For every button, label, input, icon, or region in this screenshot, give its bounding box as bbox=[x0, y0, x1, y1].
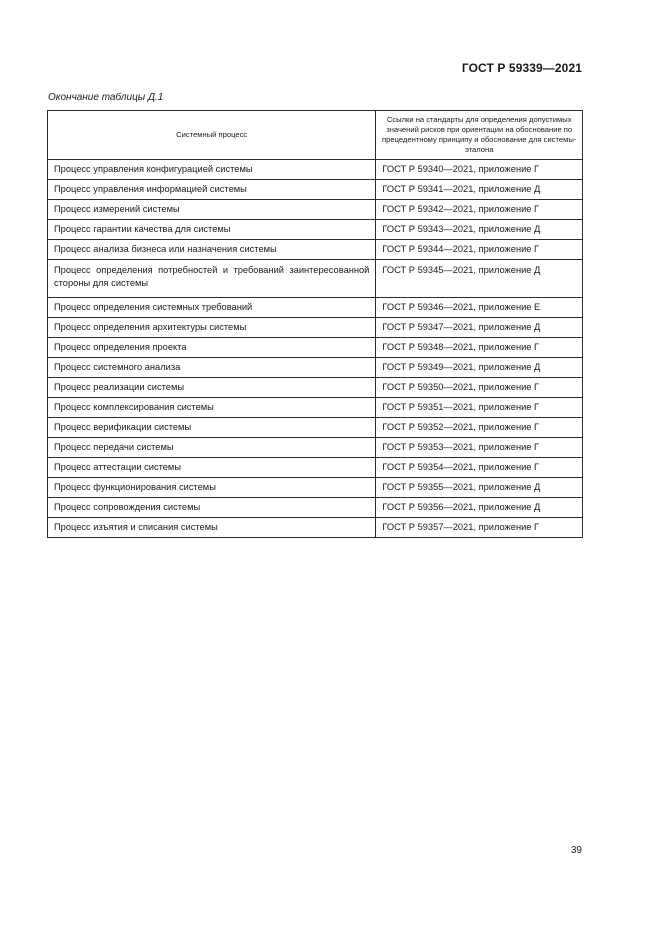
process-cell: Процесс сопровождения системы bbox=[48, 498, 376, 518]
process-cell: Процесс передачи системы bbox=[48, 438, 376, 458]
table-row bbox=[48, 398, 583, 418]
process-cell: Процесс управления конфигурацией системы bbox=[48, 160, 376, 180]
table-caption: Окончание таблицы Д.1 bbox=[48, 92, 164, 103]
table-row bbox=[48, 338, 583, 358]
table-row bbox=[48, 318, 583, 338]
table-row bbox=[48, 358, 583, 378]
table-row bbox=[48, 220, 583, 240]
process-cell: Процесс определения системных требований bbox=[48, 298, 376, 318]
reference-cell: ГОСТ Р 59355—2021, приложение Д bbox=[376, 478, 583, 498]
reference-cell: ГОСТ Р 59353—2021, приложение Г bbox=[376, 438, 583, 458]
column-header-process: Системный процесс bbox=[48, 111, 376, 160]
process-cell: Процесс комплексирования системы bbox=[48, 398, 376, 418]
table-row bbox=[48, 418, 583, 438]
process-cell: Процесс измерений системы bbox=[48, 200, 376, 220]
reference-cell: ГОСТ Р 59351—2021, приложение Г bbox=[376, 398, 583, 418]
reference-cell: ГОСТ Р 59343—2021, приложение Д bbox=[376, 220, 583, 240]
process-cell: Процесс системного анализа bbox=[48, 358, 376, 378]
process-cell: Процесс реализации системы bbox=[48, 378, 376, 398]
process-cell: Процесс определения потребностей и требований заинтересованной стороны для системы bbox=[48, 260, 376, 298]
table-row bbox=[48, 478, 583, 498]
reference-cell: ГОСТ Р 59352—2021, приложение Г bbox=[376, 418, 583, 438]
process-cell: Процесс гарантии качества для системы bbox=[48, 220, 376, 240]
reference-cell: ГОСТ Р 59346—2021, приложение Е bbox=[376, 298, 583, 318]
table-header-row bbox=[48, 111, 583, 160]
reference-cell: ГОСТ Р 59342—2021, приложение Г bbox=[376, 200, 583, 220]
table-row bbox=[48, 180, 583, 200]
table-row bbox=[48, 240, 583, 260]
reference-cell: ГОСТ Р 59357—2021, приложение Г bbox=[376, 518, 583, 538]
reference-cell: ГОСТ Р 59341—2021, приложение Д bbox=[376, 180, 583, 200]
table-row bbox=[48, 438, 583, 458]
page-number: 39 bbox=[570, 845, 582, 856]
reference-cell: ГОСТ Р 59349—2021, приложение Д bbox=[376, 358, 583, 378]
process-cell: Процесс аттестации системы bbox=[48, 458, 376, 478]
process-cell: Процесс функционирования системы bbox=[48, 478, 376, 498]
process-cell: Процесс определения архитектуры системы bbox=[48, 318, 376, 338]
process-cell: Процесс управления информацией системы bbox=[48, 180, 376, 200]
processes-table bbox=[47, 110, 583, 538]
reference-cell: ГОСТ Р 59344—2021, приложение Г bbox=[376, 240, 583, 260]
document-header: ГОСТ Р 59339—2021 bbox=[461, 61, 582, 75]
table-row bbox=[48, 458, 583, 478]
table-row bbox=[48, 518, 583, 538]
table-row bbox=[48, 378, 583, 398]
reference-cell: ГОСТ Р 59356—2021, приложение Д bbox=[376, 498, 583, 518]
table-row bbox=[48, 498, 583, 518]
reference-cell: ГОСТ Р 59348—2021, приложение Г bbox=[376, 338, 583, 358]
reference-cell: ГОСТ Р 59347—2021, приложение Д bbox=[376, 318, 583, 338]
reference-cell: ГОСТ Р 59350—2021, приложение Г bbox=[376, 378, 583, 398]
reference-cell: ГОСТ Р 59340—2021, приложение Г bbox=[376, 160, 583, 180]
process-cell: Процесс верификации системы bbox=[48, 418, 376, 438]
process-cell: Процесс изъятия и списания системы bbox=[48, 518, 376, 538]
reference-cell: ГОСТ Р 59354—2021, приложение Г bbox=[376, 458, 583, 478]
table-row bbox=[48, 260, 583, 298]
process-cell: Процесс определения проекта bbox=[48, 338, 376, 358]
table-row bbox=[48, 160, 583, 180]
reference-cell: ГОСТ Р 59345—2021, приложение Д bbox=[376, 260, 583, 298]
table-row bbox=[48, 298, 583, 318]
column-header-references: Ссылки на стандарты для определения допустимых значений рисков при ориентации на обоснование по прецедентному принципу и обоснование для системы-эталона bbox=[376, 111, 583, 160]
process-cell: Процесс анализа бизнеса или назначения системы bbox=[48, 240, 376, 260]
table-row bbox=[48, 200, 583, 220]
